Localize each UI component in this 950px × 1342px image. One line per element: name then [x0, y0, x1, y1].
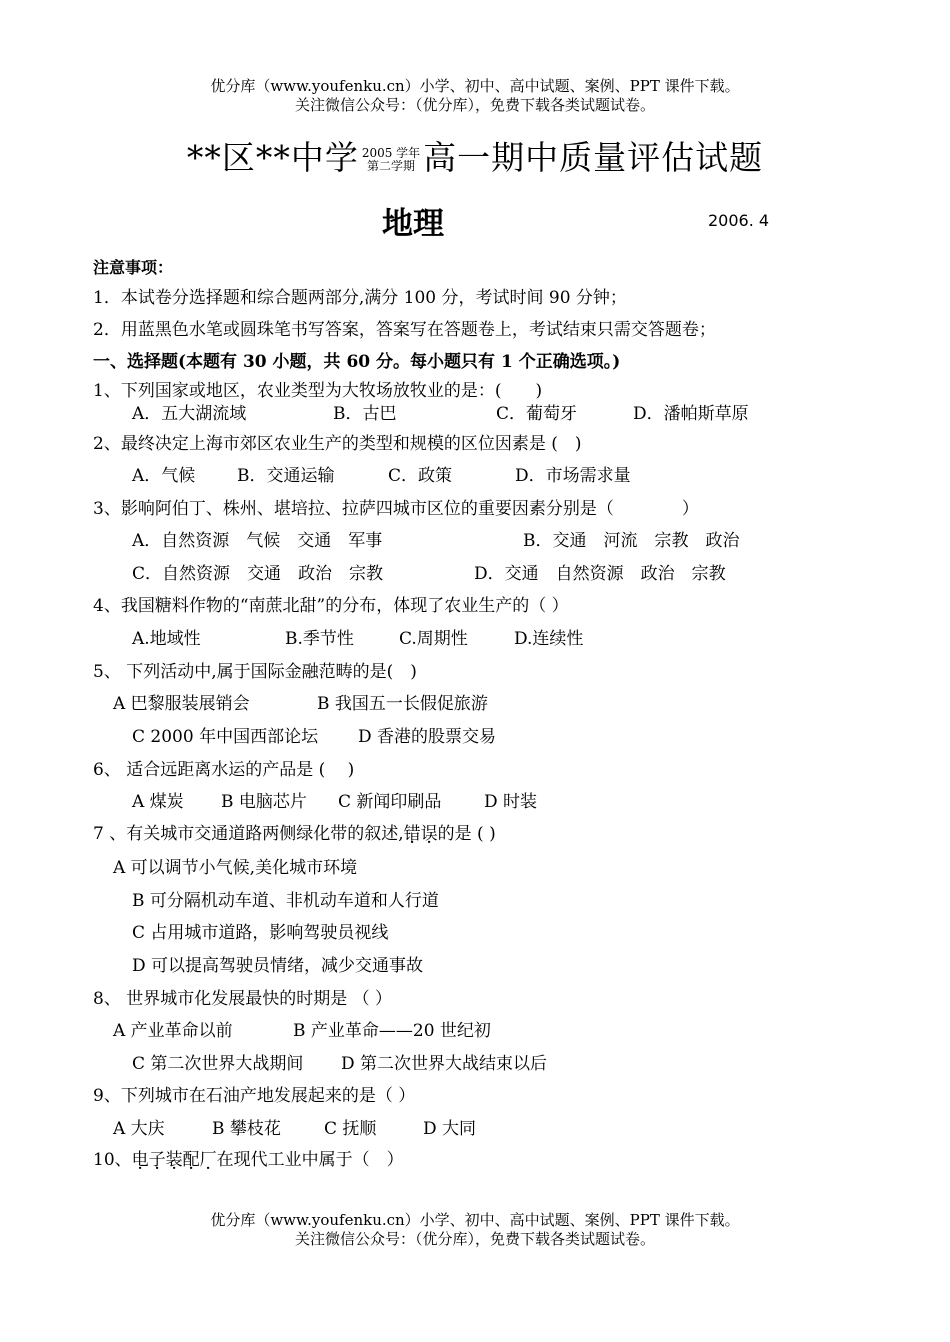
q2-option-d: D．市场需求量 — [515, 466, 631, 486]
q9-option-c: C 抚顺 — [324, 1119, 377, 1139]
q10-emphasis-char-1: 电 — [131, 1150, 149, 1170]
q1-option-b: B．古巴 — [333, 404, 397, 424]
exam-title — [0, 132, 950, 179]
q5-option-c: C 2000 年中国西部论坛 — [132, 727, 319, 747]
q7-stem-text: 7 、有关城市交通道路两侧绿化带的叙述, — [93, 824, 404, 844]
question-2-stem: 2、最终决定上海市郊区农业生产的类型和规模的区位因素是 ( ) — [93, 434, 582, 454]
q10-emphasis-char-3: 装 — [165, 1150, 183, 1170]
question-4-stem: 4、我国糖料作物的“南蔗北甜”的分布，体现了农业生产的（ ） — [93, 596, 569, 616]
footer-line-2: 关注微信公众号：（优分库），免费下载各类试题试卷。 — [294, 1230, 655, 1248]
exam-date: 2006. 4 — [708, 211, 770, 230]
q7-option-b: B 可分隔机动车道、非机动车道和人行道 — [132, 891, 439, 911]
title-year-bottom: 第二学期 — [366, 159, 415, 173]
footer-line-1: 优分库（www.youfenku.cn）小学、初中、高中试题、案例、PPT 课件下载。 — [210, 1211, 740, 1229]
q7-emphasis-char-1: 错 — [403, 824, 421, 844]
question-3-stem: 3、影响阿伯丁、株州、堪培拉、拉萨四城市区位的重要因素分别是（ ） — [93, 499, 699, 519]
q6-option-d: D 时装 — [484, 792, 538, 812]
q5-option-a: A 巴黎服装展销会 — [113, 694, 250, 714]
section-heading: 一、选择题(本题有 30 小题，共 60 分。每小题只有 1 个正确选项。) — [93, 352, 621, 372]
q4-option-a: A.地域性 — [132, 629, 201, 649]
q10-emphasis-char-4: 配 — [182, 1150, 200, 1170]
q9-option-b: B 攀枝花 — [212, 1119, 281, 1139]
question-10-stem — [93, 1148, 404, 1172]
title-prefix: **区**中学 — [186, 138, 359, 177]
title-year-top: 2005 学年 — [361, 146, 421, 160]
notice-item-2: 2．用蓝黑色水笔或圆珠笔书写答案，答案写在答题卷上，考试结束只需交答题卷； — [93, 320, 716, 340]
q5-option-b: B 我国五一长假促旅游 — [317, 694, 488, 714]
q1-option-c: C．葡萄牙 — [496, 404, 578, 424]
q10-emphasis-char-5: 厂 — [199, 1150, 217, 1170]
q1-option-d: D．潘帕斯草原 — [633, 404, 749, 424]
subject-title: 地理 — [382, 206, 444, 242]
notice-heading: 注意事项： — [93, 258, 174, 277]
q7-option-c: C 占用城市道路，影响驾驶员视线 — [132, 923, 389, 943]
q9-option-d: D 大同 — [423, 1119, 477, 1139]
q7-emphasis-char-2: 误 — [420, 824, 438, 844]
q10-number: 10、 — [93, 1150, 132, 1170]
q2-option-c: C．政策 — [388, 466, 453, 486]
q3-option-d: D．交通 自然资源 政治 宗教 — [474, 564, 726, 584]
header-line-1: 优分库（www.youfenku.cn）小学、初中、高中试题、案例、PPT 课件下载。 — [210, 77, 740, 95]
q6-option-b: B 电脑芯片 — [221, 792, 307, 812]
q3-option-b: B．交通 河流 宗教 政治 — [523, 531, 740, 551]
q9-option-a: A 大庆 — [113, 1119, 165, 1139]
title-term — [362, 147, 420, 173]
q2-option-a: A．气候 — [132, 466, 196, 486]
q5-option-d: D 香港的股票交易 — [358, 727, 497, 747]
q8-option-d: D 第二次世界大战结束以后 — [341, 1054, 548, 1074]
question-6-stem: 6、 适合远距离水运的产品是 ( ) — [93, 760, 355, 780]
question-5-stem: 5、 下列活动中,属于国际金融范畴的是( ) — [93, 662, 417, 682]
title-suffix: 高一期中质量评估试题 — [423, 138, 764, 177]
q3-option-c: C．自然资源 交通 政治 宗教 — [132, 564, 384, 584]
question-1-stem: 1、下列国家或地区，农业类型为大牧场放牧业的是：( ) — [93, 381, 543, 401]
q6-option-a: A 煤炭 — [132, 792, 184, 812]
q10-emphasis-char-2: 子 — [148, 1150, 166, 1170]
q8-option-c: C 第二次世界大战期间 — [132, 1054, 304, 1074]
q4-option-d: D.连续性 — [514, 629, 584, 649]
question-8-stem: 8、 世界城市化发展最快的时期是 （ ） — [93, 989, 393, 1009]
q4-option-b: B.季节性 — [285, 629, 354, 649]
notice-item-1: 1．本试卷分选择题和综合题两部分,满分 100 分，考试时间 90 分钟； — [93, 288, 627, 308]
q7-stem-tail: 的是 ( ) — [437, 824, 496, 844]
q6-option-c: C 新闻印刷品 — [338, 792, 442, 812]
q8-option-a: A 产业革命以前 — [113, 1021, 233, 1041]
q10-stem-tail: 在现代工业中属于（ ） — [216, 1150, 404, 1170]
header-line-2: 关注微信公众号：（优分库），免费下载各类试题试卷。 — [294, 96, 655, 114]
q8-option-b: B 产业革命——20 世纪初 — [293, 1021, 491, 1041]
question-9-stem: 9、下列城市在石油产地发展起来的是（ ） — [93, 1086, 416, 1106]
q4-option-c: C.周期性 — [399, 629, 468, 649]
q7-option-a: A 可以调节小气候,美化城市环境 — [113, 858, 358, 878]
q7-option-d: D 可以提高驾驶员情绪，减少交通事故 — [132, 956, 424, 976]
q3-option-a: A．自然资源 气候 交通 军事 — [132, 531, 383, 551]
q2-option-b: B．交通运输 — [237, 466, 335, 486]
question-7-stem — [93, 822, 496, 846]
q1-option-a: A．五大湖流域 — [132, 404, 247, 424]
